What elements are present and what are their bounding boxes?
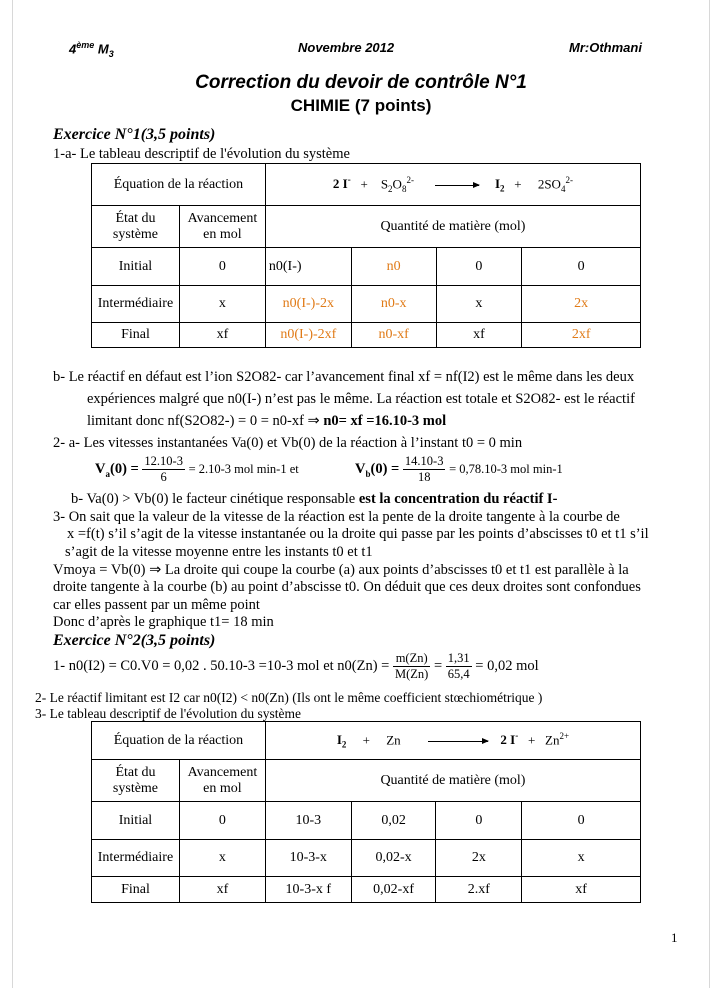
ex2-q1: 1- n0(I2) = C0.V0 = 0,02 . 50.10-3 =10-3 mol et n0(Zn) = $\frac{m(Zn)}{M(Zn)}$ = $\frac{1,31}{65,4}$ = 0,02 mol [53,651,539,681]
table-cell: x [179,286,265,323]
ex1-q3-line7: Donc d’après le graphique t1= 18 min [53,614,274,630]
ex1-etat-label: État du système [92,206,180,248]
table-cell: Final [92,323,180,348]
ex1-equation: 2 I- + $S_2O_8^{2-}$ $I_2$ + $2SO_4^{2-}$ [265,164,640,206]
ex1-b-line2: expériences malgré que n0(I-) n’est pas le même. La réaction est totale et S2O82- est le réactif [87,391,635,407]
ex1-q2b: b- Va(0) > Vb(0) le facteur cinétique responsable est la concentration du réactif I- [71,491,558,507]
ex1-q3-line2: x =f(t) s’il s’agit de la vitesse instantanée ou la droite qui passe par les points d’abscisses t0 et t1 s’il [67,526,649,542]
table-cell: n0 [351,248,436,286]
ex2-qte-label: Quantité de matière (mol) [265,760,640,802]
ex1-heading: Exercice N°1(3,5 points) [53,126,216,143]
ex1-table [91,163,641,348]
table-cell: Intermédiaire [92,840,180,877]
ex2-etat-label: État du système [92,760,180,802]
document-page [12,0,710,988]
table-cell: 0 [179,248,265,286]
table-cell: Intermédiaire [92,286,180,323]
ex1-q3-line1: 3- On sait que la valeur de la vitesse de la réaction est la pente de la droite tangente à la courbe de [53,509,620,525]
table-cell: xf [436,323,522,348]
ex1-vb-formula: $V_b(0)$ = $\frac{14.10-3}{18}$ = 0,78.10-3 mol min-1 [355,454,563,484]
table-cell: 2xf [522,323,641,348]
va-fraction: $\frac{12.10-3}{6}$ [144,454,183,484]
ex1-q3-line6: car elles passent par un même point [53,597,260,613]
ex2-table [91,721,641,903]
table-cell: 2.xf [436,877,522,903]
table-cell: 10-3-x f [265,877,351,903]
table-cell: n0(I-)-2xf [265,323,351,348]
ex2-q3: 3- Le tableau descriptif de l'évolution du système [35,706,301,721]
table-cell: x [179,840,265,877]
table-cell: n0-xf [351,323,436,348]
header-class: 4ème $M_3$ [69,40,114,59]
table-cell: xf [522,877,641,903]
ex2-heading: Exercice N°2(3,5 points) [53,632,216,649]
table-cell: 0 [436,248,522,286]
table-cell: xf [179,877,265,903]
table-cell: 10-3 [265,802,351,840]
header-date: Novembre 2012 [298,40,395,55]
table-cell: 0 [522,802,641,840]
table-cell: 0,02-xf [351,877,436,903]
page-title: Correction du devoir de contrôle N°1 [195,72,527,93]
table-cell: 0 [522,248,641,286]
ex2-frac1: $\frac{m(Zn)}{M(Zn)}$ [395,651,429,681]
vb-fraction: $\frac{14.10-3}{18}$ [404,454,444,484]
table-cell: 0,02 [351,802,436,840]
page-number: 1 [671,930,678,945]
table-cell: 2x [436,840,522,877]
table-cell: n0-x [351,286,436,323]
ex1-b-line1: b- Le réactif en défaut est l’ion S2O82- car l’avancement final xf = nf(I2) est le même dans les deux [53,369,635,385]
table-cell: 2x [522,286,641,323]
ex2-equation: $I_2$ + Zn 2 $I^- + Zn^{2+}$ [265,722,640,760]
ex2-q2: 2- Le réactif limitant est I2 car n0(I2) < n0(Zn) (Ils ont le même coefficient stœchiométrique ) [35,690,543,705]
ex1-q1a: 1-a- Le tableau descriptif de l'évolution du système [53,146,350,162]
ex2-avancement-label: Avancement en mol [179,760,265,802]
header-teacher: Mr:Othmani [569,40,642,55]
page-subtitle: CHIMIE (7 points) [290,96,432,115]
table-cell: 0 [179,802,265,840]
table-cell: n0(I-) [265,248,351,286]
ex1-b-line3 [87,413,446,430]
ex1-q3-line5: droite tangente à la courbe (b) au point d’abscisse t0. On déduit que ces deux droites sont confondues [53,579,641,595]
ex1-q2a: 2- a- Les vitesses instantanées Va(0) et Vb(0) de la réaction à l’instant t0 = 0 min [53,435,523,451]
table-cell: Initial [92,248,180,286]
ex1-q3-line4: Vmoya = Vb(0) ⇒ La droite qui coupe la courbe (a) aux points d’abscisses t0 et t1 est parallèle à la [53,562,629,578]
ex2-eq-label: Équation de la réaction [92,722,266,760]
table-cell: n0(I-)-2x [265,286,351,323]
ex1-b-line3-text: limitant donc nf(S2O82-) = 0 = n0-xf ⇒ [87,413,320,429]
ex2-frac2: $\frac{1,31}{65,4}$ [447,651,470,681]
ex1-va-formula: $V_a(0)$ = $\frac{12.10-3}{6}$ = 2.10-3 mol min-1 et [95,454,299,484]
ex1-qte-label: Quantité de matière (mol) [265,206,640,248]
table-cell: Final [92,877,180,903]
ex1-b-result: n0= xf =16.10-3 mol [323,413,447,429]
table-cell: x [522,840,641,877]
table-cell: x [436,286,522,323]
ex1-avancement-label: Avancement en mol [179,206,265,248]
table-cell: 0 [436,802,522,840]
table-cell: 0,02-x [351,840,436,877]
ex1-eq-label: Équation de la réaction [92,164,266,206]
table-cell: 10-3-x [265,840,351,877]
ex1-q3-line3: s’agit de la vitesse moyenne entre les instants t0 et t1 [65,544,373,560]
table-cell: Initial [92,802,180,840]
table-cell: xf [179,323,265,348]
